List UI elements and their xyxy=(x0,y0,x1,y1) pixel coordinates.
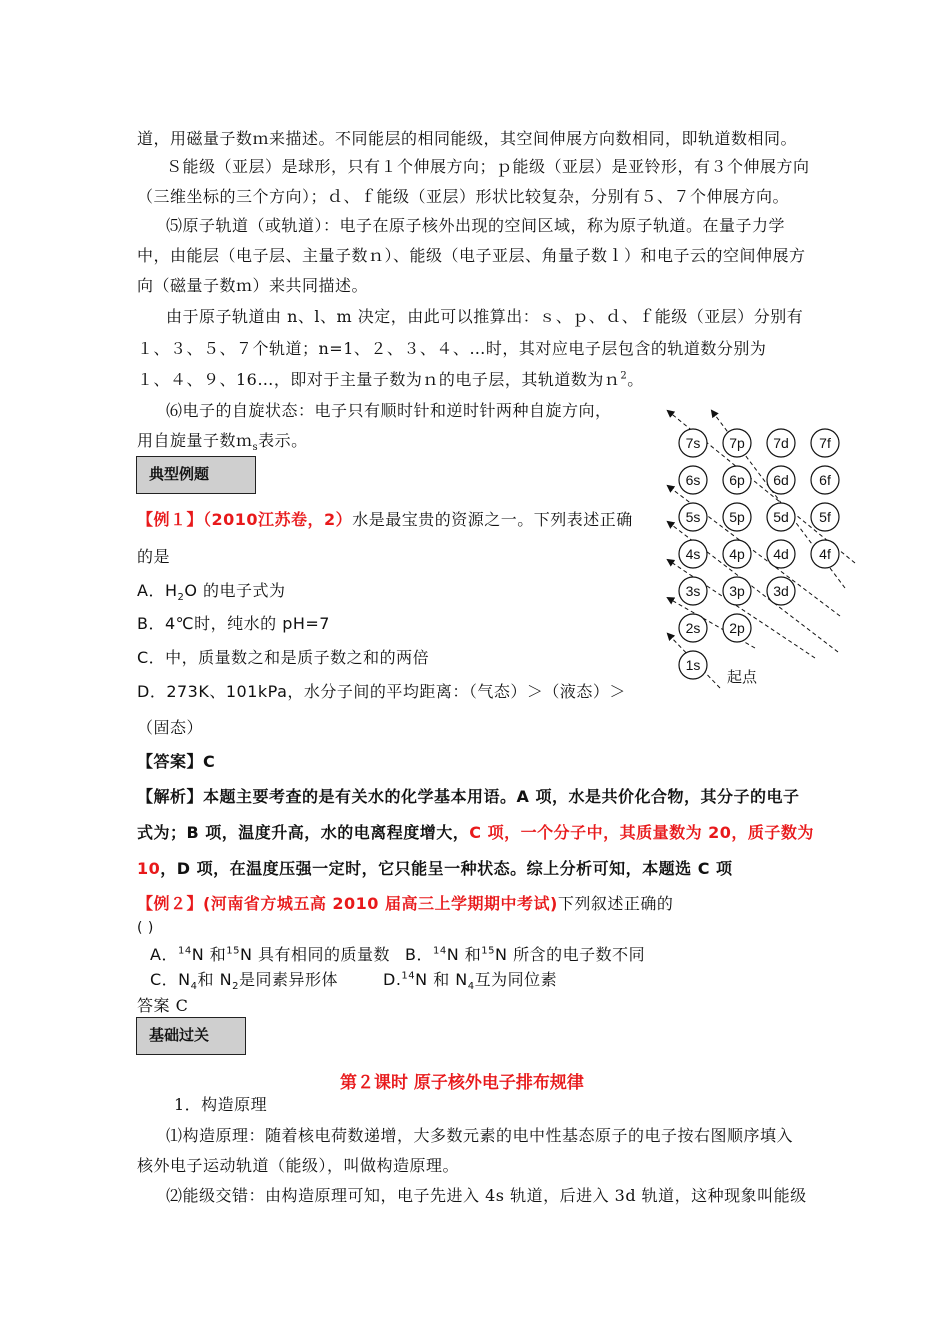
option-b: B．4℃时，纯水的 pH=7 xyxy=(137,614,330,633)
orbital-label: 3p xyxy=(729,583,745,599)
para-line xyxy=(137,369,644,391)
orbital-label: 2s xyxy=(685,620,701,636)
orbital-circles xyxy=(679,429,839,679)
orbital-label: 1s xyxy=(685,657,701,673)
para-line: 核外电子运动轨道（能级），叫做构造原理。 xyxy=(137,1156,460,1175)
aufbau-order-diagram xyxy=(660,400,860,700)
orbital-label: 5f xyxy=(819,509,831,525)
answer-paren: ( ) xyxy=(137,920,154,936)
orbital-label: 7d xyxy=(773,435,789,451)
text: N 所含的电子数不同 xyxy=(495,945,646,964)
subsection-heading: 1．构造原理 xyxy=(174,1095,268,1114)
analysis-line xyxy=(137,822,814,844)
example-label: 【例２】 xyxy=(137,894,204,913)
example-source: （2010江苏卷，2） xyxy=(203,510,353,529)
highlight-text: C 项，一个分子中，其质量数为 20，质子数为 xyxy=(469,823,814,842)
orbital-label: 4p xyxy=(729,546,745,562)
example-2-heading xyxy=(137,893,673,915)
option-c: C．中，质量数之和是质子数之和的两倍 xyxy=(137,648,430,667)
text: N 和 xyxy=(191,945,227,964)
superscript: 15 xyxy=(226,945,240,957)
orbital-label: 4f xyxy=(819,546,831,562)
para-line: Ｓ能级（亚层）是球形，只有１个伸展方向；ｐ能级（亚层）是亚铃形，有３个伸展方向 xyxy=(166,157,810,176)
text: １、４、９、16…，即对于主量子数为ｎ的电子层，其轨道数为ｎ xyxy=(137,370,621,389)
orbital-label: 3d xyxy=(773,583,789,599)
subscript: s xyxy=(252,442,259,454)
text: A．H xyxy=(137,581,178,600)
text: B． xyxy=(405,945,433,964)
orbital-label: 2p xyxy=(729,620,745,636)
answer-1: 【答案】C xyxy=(137,752,216,771)
text: 表示。 xyxy=(258,431,308,450)
section-box-basics: 基础过关 xyxy=(136,1017,246,1055)
orbital-label: 7p xyxy=(729,435,745,451)
para-line: 向（磁量子数ｍ）来共同描述。 xyxy=(137,276,369,295)
orbital-label: 6s xyxy=(685,472,701,488)
para-line: （三维坐标的三个方向）；ｄ、ｆ能级（亚层）形状比较复杂，分别有５、７个伸展方向。 xyxy=(137,187,790,206)
subscript: 2 xyxy=(177,592,185,604)
text: D. xyxy=(383,970,402,989)
orbital-label: 5p xyxy=(729,509,745,525)
example-text: 水是最宝贵的资源之一。下列表述正确 xyxy=(352,510,633,529)
para-line: ⑹电子的自旋状态：电子只有顺时针和逆时针两种自旋方向， xyxy=(166,401,612,420)
para-line: ⑸原子轨道（或轨道）：电子在原子核外出现的空间区域，称为原子轨道。在量子力学 xyxy=(166,216,786,235)
analysis-line xyxy=(137,858,733,880)
example-1-text-cont: 的是 xyxy=(137,547,171,566)
text: N 具有相同的质量数 xyxy=(239,945,391,964)
text: 。 xyxy=(627,370,644,389)
example-source: (河南省方城五高 2010 届高三上学期期中考试) xyxy=(203,894,558,913)
ex2-option-b xyxy=(405,944,645,966)
orbital-label: 5d xyxy=(773,509,789,525)
text: 是同素异形体 xyxy=(238,970,338,989)
subscript: 2 xyxy=(232,981,239,993)
text: C．N xyxy=(150,970,191,989)
example-1-heading xyxy=(137,509,633,531)
orbital-label: 6p xyxy=(729,472,745,488)
orbital-label: 4d xyxy=(773,546,789,562)
ex2-option-c xyxy=(150,969,338,991)
superscript: 15 xyxy=(481,945,496,957)
analysis-line: 【解析】本题主要考查的是有关水的化学基本用语。A 项，水是共价化合物，其分子的电子 xyxy=(137,787,800,806)
para-line: ⑵能级交错：由构造原理可知，电子先进入 4s 轨道，后进入 3d 轨道，这种现象叫能级 xyxy=(166,1186,807,1205)
text: N 和 xyxy=(446,945,482,964)
text: 式为；B 项，温度升高，水的电离程度增大， xyxy=(137,823,470,842)
text: ，D 项，在温度压强一定时，它只能呈一种状态。综上分析可知，本题选 C 项 xyxy=(160,859,733,878)
orbital-label: 6f xyxy=(819,472,831,488)
text: 互为同位素 xyxy=(474,970,558,989)
text: A． xyxy=(150,945,178,964)
orbital-label: 3s xyxy=(685,583,701,599)
para-line: 道，用磁量子数ｍ来描述。不同能层的相同能级，其空间伸展方向数相同，即轨道数相同。 xyxy=(137,129,798,148)
orbital-label: 5s xyxy=(685,509,701,525)
ex2-option-a xyxy=(150,944,390,966)
text: O 的电子式为 xyxy=(184,581,286,600)
option-a xyxy=(137,580,286,602)
answer-2: 答案 C xyxy=(137,996,189,1015)
orbital-label: 6d xyxy=(773,472,789,488)
highlight-text: 10 xyxy=(137,859,161,878)
superscript: 14 xyxy=(432,945,447,957)
superscript: 2 xyxy=(620,370,628,382)
start-label: 起点 xyxy=(727,669,758,686)
para-line: １、３、５、７个轨道；n=1、２、３、４、…时，其对应电子层包含的轨道数分别为 xyxy=(137,339,767,358)
text: 用自旋量子数ｍ xyxy=(137,431,253,450)
subscript: 4 xyxy=(467,981,475,993)
option-d: D．273K、101kPa，水分子间的平均距离：（气态）＞（液态）＞ xyxy=(137,682,626,701)
orbital-label: 4s xyxy=(685,546,701,562)
para-line: 由于原子轨道由 n、l、m 决定，由此可以推算出：ｓ、ｐ、ｄ、ｆ能级（亚层）分别有 xyxy=(166,307,804,326)
para-line xyxy=(137,430,308,452)
subscript: 4 xyxy=(190,981,198,993)
text: 和 N xyxy=(197,970,233,989)
section-title: 第２课时 原子核外电子排布规律 xyxy=(340,1073,584,1093)
section-box-typical-examples: 典型例题 xyxy=(136,456,256,494)
para-line: 中，由能层（电子层、主量子数ｎ）、能级（电子亚层、角量子数ｌ）和电子云的空间伸展方 xyxy=(137,246,806,265)
example-label: 【例１】 xyxy=(137,510,204,529)
orbital-label: 7s xyxy=(685,435,701,451)
superscript: 14 xyxy=(401,970,416,982)
example-text: 下列叙述正确的 xyxy=(557,894,674,913)
option-d-cont: （固态） xyxy=(137,718,204,737)
filling-order-arrow xyxy=(668,560,815,658)
ex2-option-d xyxy=(383,969,557,991)
superscript: 14 xyxy=(177,945,192,957)
para-line: ⑴构造原理：随着核电荷数递增，大多数元素的电中性基态原子的电子按右图顺序填入 xyxy=(166,1126,794,1145)
text: N 和 N xyxy=(415,970,468,989)
orbital-label: 7f xyxy=(819,435,831,451)
